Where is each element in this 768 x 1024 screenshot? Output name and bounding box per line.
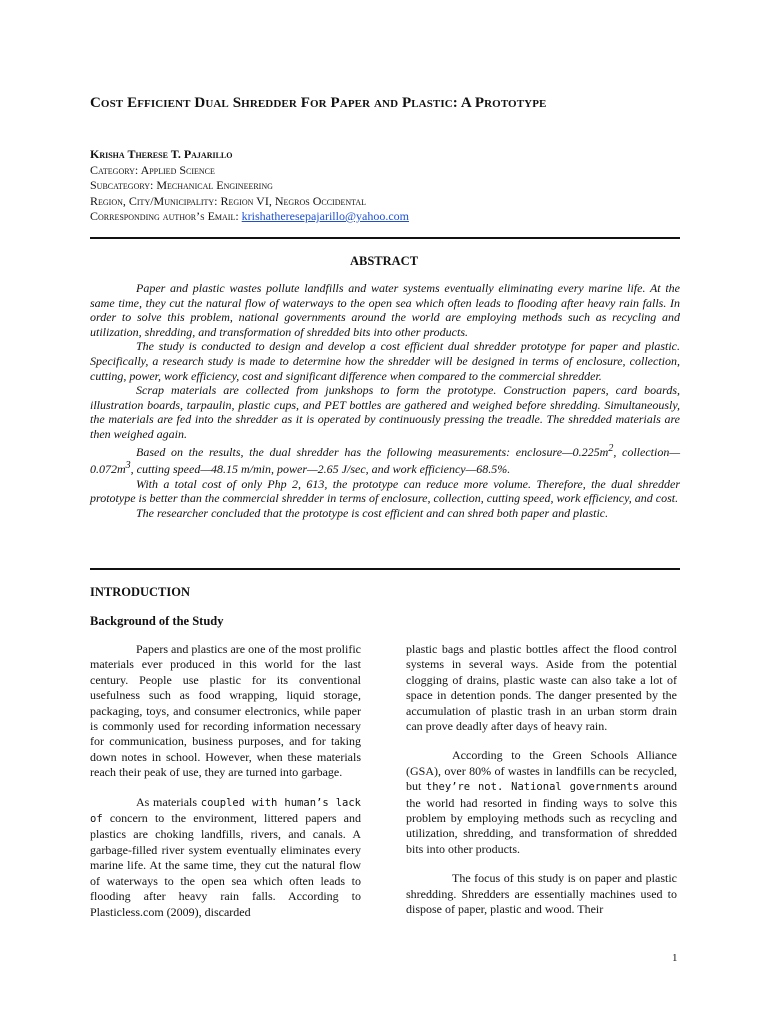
abstract-heading: ABSTRACT bbox=[349, 254, 419, 268]
results-text: , collection—0.072m bbox=[90, 444, 680, 477]
author-name: Krisha Therese T. Pajarillo bbox=[90, 147, 233, 161]
body-text-mono: they’re not. National governments bbox=[425, 781, 640, 794]
paper-title: Cost Efficient Dual Shredder For Paper and Plastic: A Prototype bbox=[90, 95, 547, 111]
body-paragraph bbox=[406, 748, 677, 857]
category-line: Category: Applied Science bbox=[90, 162, 215, 177]
body-text-mono: coupled with human’s lack of bbox=[90, 796, 361, 826]
top-divider bbox=[90, 237, 680, 239]
abstract-paragraph: Scrap materials are collected from junkshops to form the prototype. Construction papers, card boards, illustration boards, tarpaulin, plastic cups, and PET bottles are gathered and weighed before shredding. Simultaneously, the materials are fed into the shredder as it is operated by continuously pressing the treadle. The shredded materials are then weighed again. bbox=[90, 383, 680, 441]
superscript: 3 bbox=[125, 460, 131, 472]
email-link[interactable]: krishatheresepajarillo@yahoo.com bbox=[241, 209, 409, 223]
abstract-paragraph: The study is conducted to design and develop a cost efficient dual shredder prototype for paper and plastic. Specifically, a research study is made to determine how the shredder will be designed in terms of enclosure, collection, cutting, power, work efficiency, cost and significant difference when compared to the commercial shredder. bbox=[90, 339, 680, 383]
body-paragraph: The focus of this study is on paper and plastic shredding. Shredders are essentially machines used to dispose of paper, plastic and wood. Their bbox=[406, 871, 677, 917]
abstract-paragraph: With a total cost of only Php 2, 613, the prototype can reduce more volume. Therefore, the dual shredder prototype is better than the commercial shredder in terms of enclosure, collection, cutting speed, work efficiency, and cost. bbox=[90, 476, 680, 506]
email-line bbox=[90, 209, 650, 225]
body-text: As materials bbox=[136, 794, 201, 809]
region-line: Region, City/Municipality: Region VI, Negros Occidental bbox=[90, 193, 367, 208]
page-number: 1 bbox=[672, 952, 678, 964]
results-text: , cutting speed—48.15 m/min, power—2.65 J/sec, and work efficiency—68.5%. bbox=[130, 462, 511, 477]
subsection-heading: Background of the Study bbox=[90, 614, 224, 628]
email-label: Corresponding author’s Email: bbox=[90, 209, 239, 223]
left-column bbox=[90, 642, 361, 934]
body-paragraph: plastic bags and plastic bottles affect the flood control systems in several ways. Aside from the potential clogging of drains, plastic waste can also take a lot of space in detention ponds. The danger presented by the accumulation of plastic trash in an urban storm drain can prove deadly after days of heavy rain. bbox=[406, 642, 677, 734]
author-info bbox=[90, 147, 650, 225]
abstract-paragraph: Paper and plastic wastes pollute landfills and water systems eventually eliminating every marine life. At the same time, they cut the natural flow of waterways to the open sea which often leads to flooding after heavy rain falls. In order to solve this problem, national governments around the world are employing methods such as recycling and utilization, shredding, and transformation of shredded bits into other products. bbox=[90, 281, 680, 339]
abstract-paragraph: The researcher concluded that the prototype is cost efficient and can shred both paper and plastic. bbox=[136, 505, 609, 520]
abstract-body bbox=[90, 281, 680, 521]
body-text: around the world had resorted in finding ways to solve this problem by employing methods such as recycling and utilization, shredding, and transformation of shredded bits into other products. bbox=[406, 779, 677, 856]
body-paragraph bbox=[90, 795, 361, 920]
body-text: According to the Green Schools Alliance (GSA), over 80% of wastes in landfills can be recycled, but bbox=[406, 748, 677, 794]
section-heading: INTRODUCTION bbox=[90, 585, 191, 599]
right-column bbox=[406, 642, 677, 932]
superscript: 2 bbox=[608, 442, 614, 454]
body-text: concern to the environment, littered papers and plastics are choking landfills, rivers, and canals. A garbage-filled river system eventually eliminates every marine life. At the same time, they cut the natural flow of waterways to the open sea which often leads to flooding after heavy rain falls. According to Plasticless.com (2009), discarded bbox=[90, 811, 361, 919]
subcategory-line: Subcategory: Mechanical Engineering bbox=[90, 178, 273, 192]
body-paragraph: Papers and plastics are one of the most prolific materials ever produced in this world for the last century. People use plastic for its conventional usefulness such as food wrapping, liquid storage, packaging, toys, and consumer electronics, while paper is commonly used for recording information necessary for communication, business purposes, and for taking down notes in school. However, when these materials reach their peak of use, they are turned into garbage. bbox=[90, 642, 361, 780]
abstract-paragraph-results bbox=[90, 442, 680, 477]
bottom-divider bbox=[90, 568, 680, 570]
results-text: Based on the results, the dual shredder has the following measurements: enclosure—0.225m bbox=[136, 444, 609, 459]
